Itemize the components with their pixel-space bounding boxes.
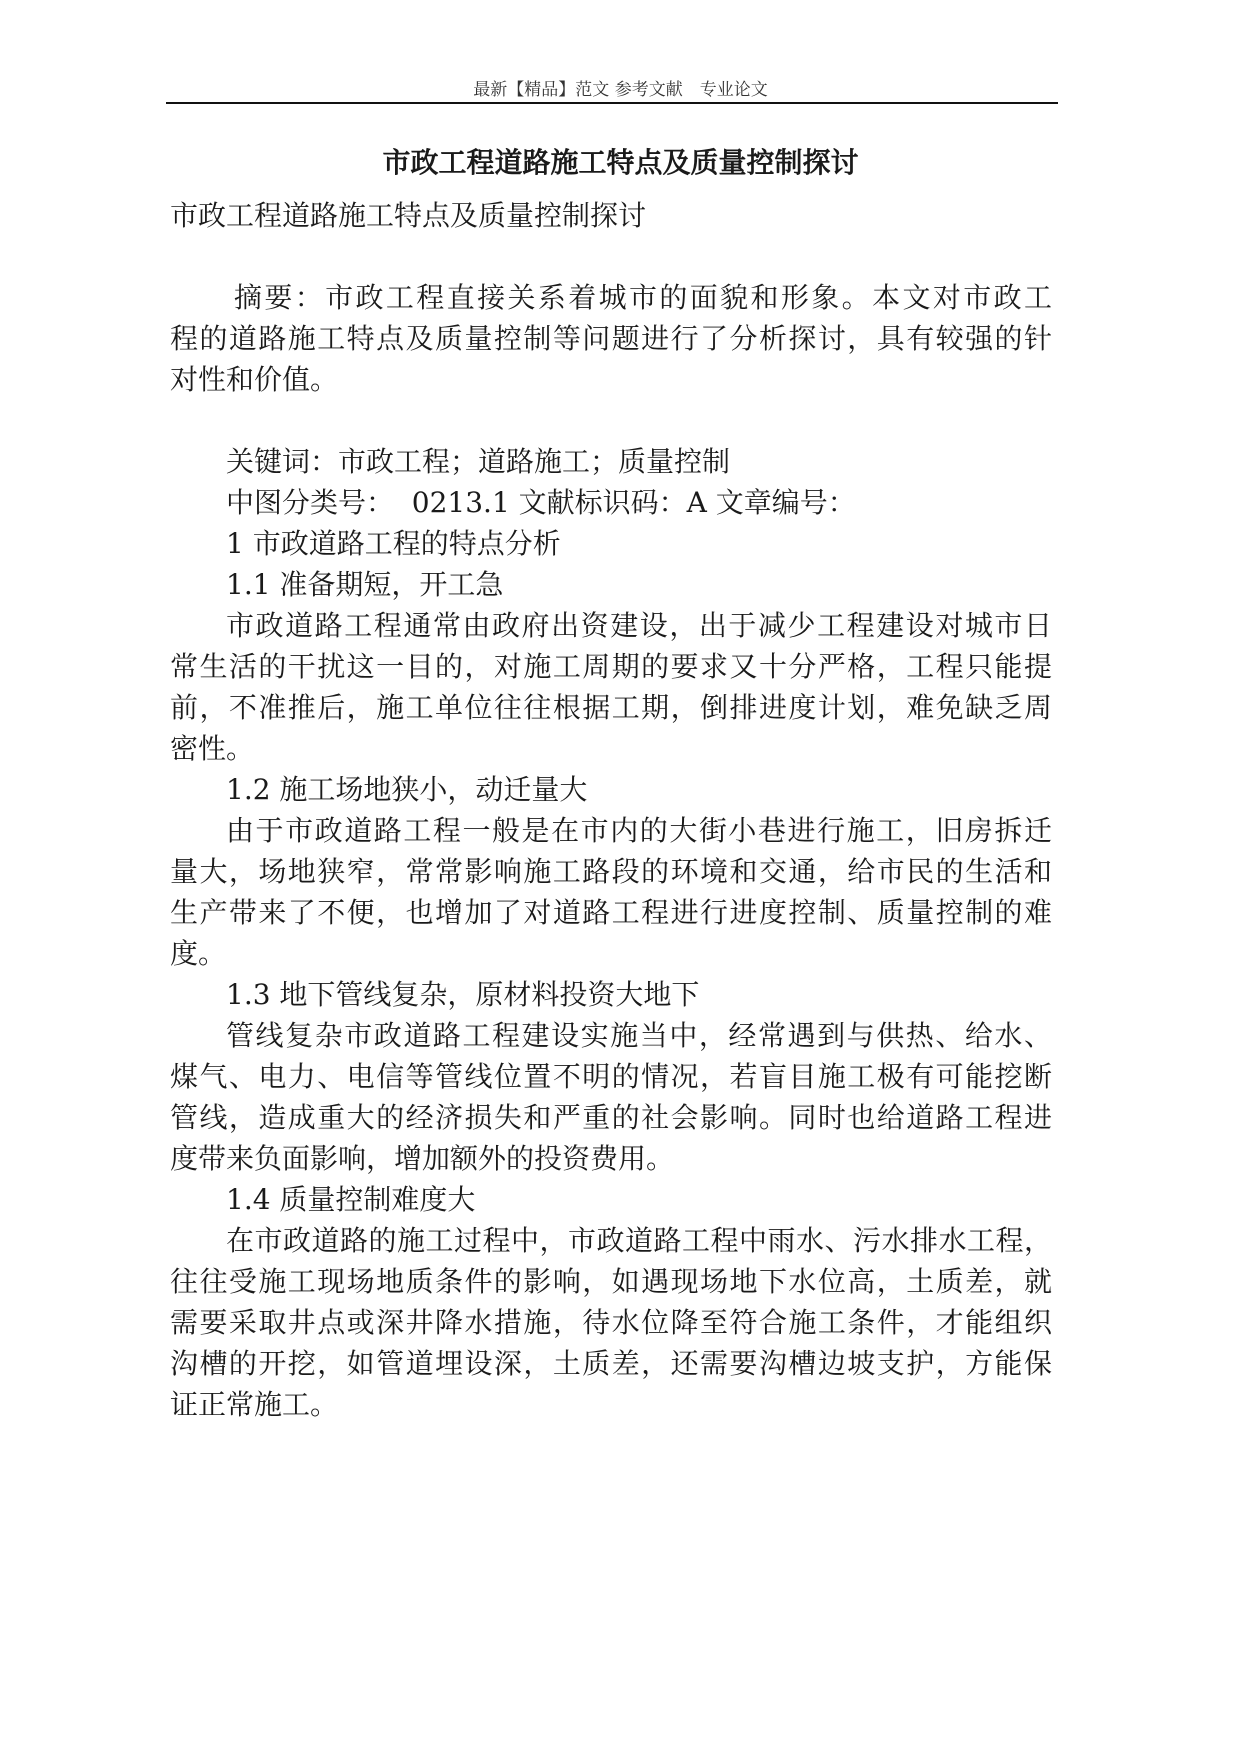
running-header: 最新【精品】范文 参考文献 专业论文 — [473, 80, 768, 100]
paragraph-line: 管线复杂市政道路工程建设实施当中，经常遇到与供热、给水、 — [226, 1019, 1052, 1052]
paragraph-line: 证正常施工。 — [170, 1388, 339, 1421]
paragraph-line: 生产带来了不便，也增加了对道路工程进行进度控制、质量控制的难 — [170, 896, 1052, 929]
classification-info: 中图分类号： 0213.1 文献标识码：A 文章编号： — [226, 486, 856, 519]
abstract — [170, 277, 1052, 400]
paragraph — [170, 1220, 1052, 1425]
paragraph-line: 度带来负面影响，增加额外的投资费用。 — [170, 1142, 675, 1175]
paragraph-line: 往往受施工现场地质条件的影响，如遇现场地下水位高，土质差，就 — [170, 1265, 1052, 1298]
blank-line — [170, 236, 1052, 277]
subsection-heading: 1.4 质量控制难度大 — [226, 1183, 476, 1216]
subsection-heading: 1.2 施工场地狭小，动迁量大 — [226, 773, 588, 806]
document-subtitle: 市政工程道路施工特点及质量控制探讨 — [170, 199, 647, 232]
paragraph — [170, 810, 1052, 974]
keywords: 关键词：市政工程；道路施工；质量控制 — [226, 445, 731, 478]
paragraph — [170, 1015, 1052, 1179]
paragraph-line: 度。 — [170, 937, 227, 970]
subsection-heading: 1.3 地下管线复杂，原材料投资大地下 — [226, 978, 700, 1011]
abstract-line: 摘要：市政工程直接关系着城市的面貌和形象。本文对市政工 — [234, 281, 1052, 314]
paragraph-line: 管线，造成重大的经济损失和严重的社会影响。同时也给道路工程进 — [170, 1101, 1052, 1134]
paragraph-line: 在市政道路的施工过程中，市政道路工程中雨水、污水排水工程， — [226, 1224, 1052, 1257]
paragraph-line: 前，不准推后，施工单位往往根据工期，倒排进度计划，难免缺乏周 — [170, 691, 1052, 724]
abstract-line: 程的道路施工特点及质量控制等问题进行了分析探讨，具有较强的针 — [170, 322, 1052, 355]
header-rule — [166, 102, 1058, 104]
abstract-line: 对性和价值。 — [170, 363, 339, 396]
paragraph-line: 煤气、电力、电信等管线位置不明的情况，若盲目施工极有可能挖断 — [170, 1060, 1052, 1093]
paragraph-line: 市政道路工程通常由政府出资建设，出于减少工程建设对城市日 — [226, 609, 1052, 642]
paragraph-line: 密性。 — [170, 732, 255, 765]
paragraph-line: 由于市政道路工程一般是在市内的大街小巷进行施工，旧房拆迁 — [226, 814, 1052, 847]
document-title: 市政工程道路施工特点及质量控制探讨 — [382, 146, 859, 179]
paragraph — [170, 605, 1052, 769]
document-body — [170, 195, 1052, 1425]
paragraph-line: 常生活的干扰这一目的，对施工周期的要求又十分严格，工程只能提 — [170, 650, 1052, 683]
section-heading: 1 市政道路工程的特点分析 — [226, 527, 561, 560]
subsection-heading: 1.1 准备期短，开工急 — [226, 568, 504, 601]
paragraph-line: 需要采取井点或深井降水措施，待水位降至符合施工条件，才能组织 — [170, 1306, 1052, 1339]
paragraph-line: 量大，场地狭窄，常常影响施工路段的环境和交通，给市民的生活和 — [170, 855, 1052, 888]
paragraph-line: 沟槽的开挖，如管道埋设深，土质差，还需要沟槽边坡支护，方能保 — [170, 1347, 1052, 1380]
blank-line — [170, 400, 1052, 441]
